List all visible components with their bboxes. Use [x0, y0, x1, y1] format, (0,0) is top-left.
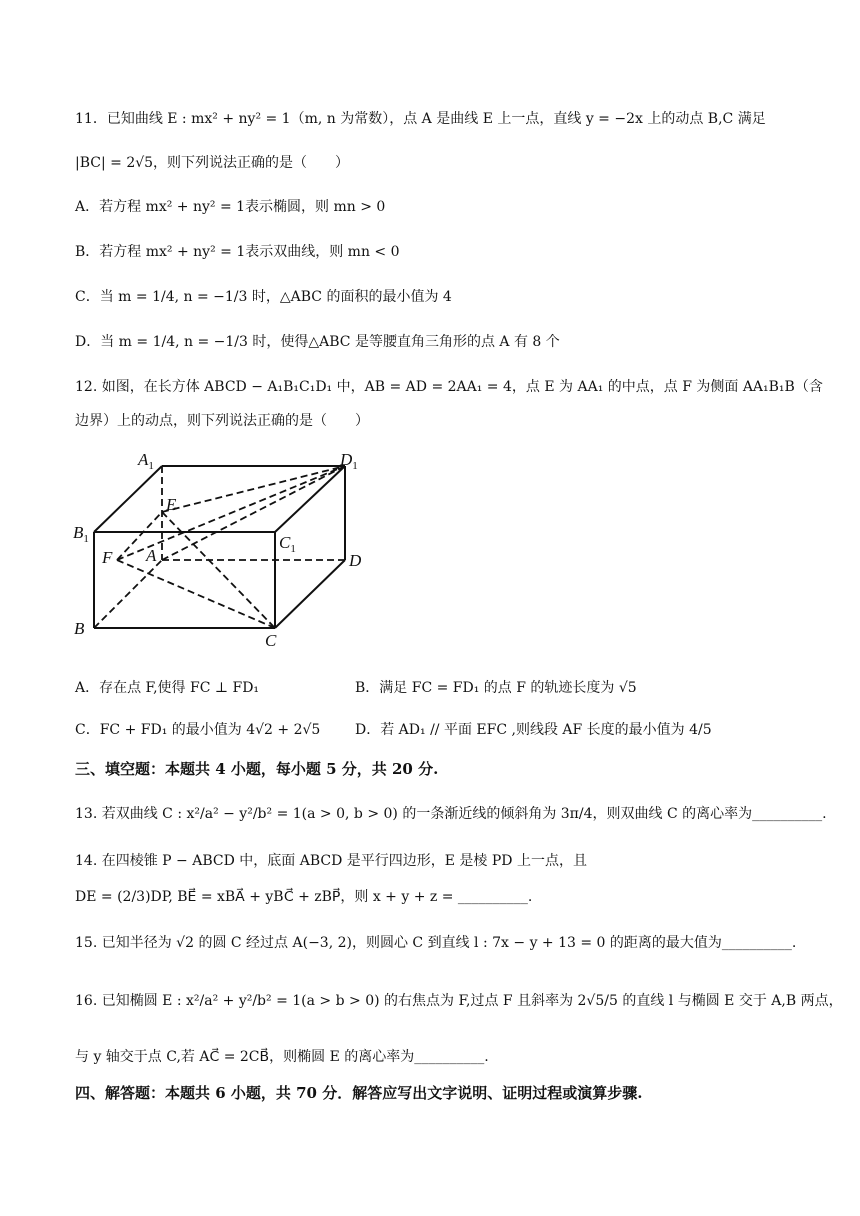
q12-stem-line2: 边界）上的动点，则下列说法正确的是（ ） — [75, 413, 369, 429]
q16-line2: 与 y 轴交于点 C,若 AC⃗ = 2CB⃗，则椭圆 E 的离心率为__________. — [75, 1049, 489, 1065]
label-B: B — [74, 619, 85, 638]
q11-option-d: D．当 m = 1/4, n = −1/3 时，使得△ABC 是等腰直角三角形的点 A 有 8 个 — [75, 334, 560, 350]
section-4-heading: 四、解答题：本题共 6 小题，共 70 分．解答应写出文字说明、证明过程或演算步骤. — [75, 1084, 643, 1102]
label-B1: $B_1$ — [73, 523, 89, 545]
label-F: F — [102, 548, 113, 567]
cuboid-diagram — [70, 445, 370, 655]
q11-option-b: B．若方程 mx² + ny² = 1表示双曲线，则 mn < 0 — [75, 244, 400, 260]
label-C: C — [265, 631, 277, 650]
q12-option-a: A．存在点 F,使得 FC ⊥ FD₁ — [75, 680, 260, 696]
q11-option-c: C．当 m = 1/4, n = −1/3 时，△ABC 的面积的最小值为 4 — [75, 289, 452, 305]
q11-stem-line2: |BC| = 2√5，则下列说法正确的是（ ） — [75, 155, 350, 171]
section-3-heading: 三、填空题：本题共 4 小题，每小题 5 分，共 20 分. — [75, 760, 439, 778]
q13-text: 13. 若双曲线 C : x²/a² − y²/b² = 1(a > 0, b > 0) 的一条渐近线的倾斜角为 3π/4，则双曲线 C 的离心率为__________. — [75, 806, 827, 822]
q14-line2: DE = (2/3)DP, BE⃗ = xBA⃗ + yBC⃗ + zBP⃗，则 x + y + z = __________. — [75, 889, 533, 905]
q12-stem-line1: 12. 如图，在长方体 ABCD − A₁B₁C₁D₁ 中，AB = AD = 2AA₁ = 4，点 E 为 AA₁ 的中点，点 F 为侧面 AA₁B₁B（含 — [75, 379, 823, 395]
label-D: D — [349, 551, 362, 570]
q11-option-a: A．若方程 mx² + ny² = 1表示椭圆，则 mn > 0 — [75, 199, 386, 215]
label-A: A — [146, 546, 157, 565]
label-E: E — [166, 495, 177, 514]
label-A1: $A_1$ — [138, 450, 154, 472]
q12-option-c: C．FC + FD₁ 的最小值为 4√2 + 2√5 — [75, 722, 321, 738]
q12-option-d: D．若 AD₁ // 平面 EFC ,则线段 AF 长度的最小值为 4/5 — [355, 722, 712, 738]
label-C1: $C_1$ — [279, 533, 296, 555]
q16-line1: 16. 已知椭圆 E : x²/a² + y²/b² = 1(a > b > 0) 的右焦点为 F,过点 F 且斜率为 2√5/5 的直线 l 与椭圆 E 交于 A,B 两点， — [75, 993, 843, 1009]
q14-line1: 14. 在四棱锥 P − ABCD 中，底面 ABCD 是平行四边形，E 是棱 PD 上一点，且 — [75, 853, 587, 869]
q11-stem-line1: 11．已知曲线 E : mx² + ny² = 1（m, n 为常数），点 A 是曲线 E 上一点，直线 y = −2x 上的动点 B,C 满足 — [75, 111, 766, 127]
q12-option-b: B．满足 FC = FD₁ 的点 F 的轨迹长度为 √5 — [355, 680, 637, 696]
label-D1: $D_1$ — [340, 450, 358, 472]
q15-text: 15. 已知半径为 √2 的圆 C 经过点 A(−3, 2)，则圆心 C 到直线 l : 7x − y + 13 = 0 的距离的最大值为__________. — [75, 935, 797, 951]
